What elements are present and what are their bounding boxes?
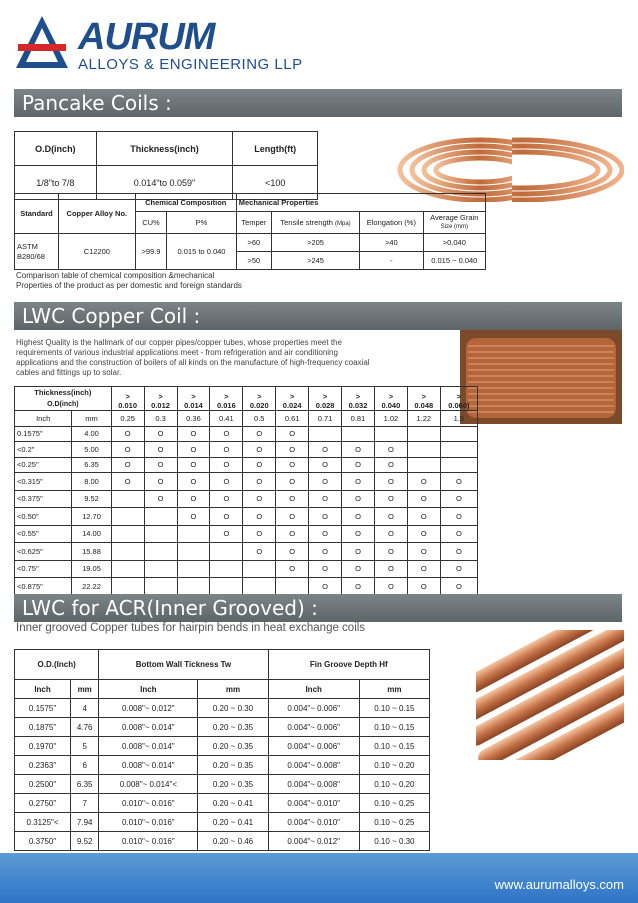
section-header-pancake: Pancake Coils : (14, 89, 622, 117)
table-cell: O (276, 457, 309, 473)
table-cell: O (309, 490, 342, 508)
th-t4: > 0.020 (243, 387, 276, 411)
acr-table: O.D.(Inch) Bottom Wall Tickness Tw Fin Groove Depth Hf Inch mm Inch mm Inch mm 0.1575" 4 0.008"~ 0.012" 0.20 ~ 0.30 0.004"~ 0.006" 0.10 ~ 0.15 0.1875" 4.76 0.008"~ 0.014" 0.20 ~ 0.35 0.004"~ 0.006" 0.10 ~ 0.15 0.1970" 5 0.008"~ 0.014" 0.20 ~ 0.35 0.004"~ 0.006" 0.10 ~ 0.15 0.2363" 6 0.008"~ 0.014" 0.20 ~ 0.35 0.004"~ 0.008" 0.10 ~ 0.20 0.2500" 6.35 0.008"~ 0.014"< 0.20 ~ 0.35 0.004"~ 0.008" 0.10 ~ 0.20 0.2750" 7 0.010"~ 0.016" 0.20 ~ 0.41 0.004"~ 0.010" 0.10 ~ 0.25 0.3125"< 7.94 0.010"~ 0.016" 0.20 ~ 0.41 0.004"~ 0.010" 0.10 ~ 0.25 0.3750" 9.52 0.010"~ 0.016" 0.20 ~ 0.46 0.004"~ 0.012" 0.10 ~ 0.30 (14, 649, 430, 851)
table-cell: O (210, 426, 243, 442)
cell-standard: ASTM B280/68 (15, 234, 59, 270)
table-cell: O (374, 508, 407, 526)
table-cell: O (276, 525, 309, 543)
table-cell: O (440, 525, 477, 543)
table-cell: 4 (71, 699, 99, 718)
table-cell: O (177, 473, 210, 491)
lwc-table (14, 386, 478, 596)
table-cell: <0.75" (15, 560, 72, 578)
th-fin-groove: Fin Groove Depth Hf (268, 650, 429, 680)
table-cell: O (276, 426, 309, 442)
section-header-acr: LWC for ACR(Inner Grooved) : (14, 594, 622, 622)
table-cell (374, 426, 407, 442)
brand-subtitle: ALLOYS & ENGINEERING LLP (78, 56, 303, 73)
table-cell: O (177, 457, 210, 473)
table-cell: 0.20 ~ 0.35 (198, 737, 268, 756)
table-cell (177, 578, 210, 596)
table-cell: 0.2363" (15, 756, 71, 775)
table-cell: O (210, 442, 243, 458)
table-cell: O (276, 490, 309, 508)
table-cell: O (342, 560, 375, 578)
table-cell (111, 508, 144, 526)
table-cell: O (210, 473, 243, 491)
table-cell: O (374, 490, 407, 508)
table-row (15, 490, 478, 508)
table-cell: O (374, 442, 407, 458)
table-cell (111, 560, 144, 578)
table-cell (440, 457, 477, 473)
th-t10: > 0.060) (440, 387, 477, 411)
table-cell: 19.05 (72, 560, 111, 578)
table-cell: 0.010"~ 0.016" (99, 813, 198, 832)
th-cu: CU% (135, 212, 166, 234)
table-cell: O (407, 543, 440, 561)
table-cell: 0.008"~ 0.014" (99, 718, 198, 737)
table-cell (144, 560, 177, 578)
table-cell: O (276, 560, 309, 578)
table-cell: O (407, 560, 440, 578)
table-row (15, 457, 478, 473)
table-cell: 0.10 ~ 0.20 (359, 756, 429, 775)
table-cell: 0.3 (144, 411, 177, 427)
th-mech: Mechanical Properties (236, 194, 485, 212)
table-cell: 1.02 (374, 411, 407, 427)
table-cell: O (407, 525, 440, 543)
table-cell: 0.36 (177, 411, 210, 427)
table-row (15, 718, 430, 737)
table-cell (177, 525, 210, 543)
table-cell: O (342, 578, 375, 596)
table-cell (210, 578, 243, 596)
table-cell (440, 442, 477, 458)
th-t8: > 0.040 (374, 387, 407, 411)
table-cell: O (309, 560, 342, 578)
table-cell: <0.315" (15, 473, 72, 491)
table-row (15, 543, 478, 561)
table-cell: 0.004"~ 0.010" (268, 794, 359, 813)
table-cell (440, 426, 477, 442)
table-cell: O (111, 426, 144, 442)
th-standard: Standard (15, 194, 59, 234)
th-alloy: Copper Alloy No. (58, 194, 135, 234)
table-cell: 7 (71, 794, 99, 813)
table-cell: 0.2500" (15, 775, 71, 794)
table-cell: O (276, 508, 309, 526)
grooved-tubes-image (476, 630, 624, 760)
table-cell: 6.35 (72, 457, 111, 473)
cell-cu: >99.9 (135, 234, 166, 270)
table-row (15, 832, 430, 851)
table-cell: O (243, 525, 276, 543)
table-cell: <0.2" (15, 442, 72, 458)
table-cell: O (342, 473, 375, 491)
cell-od: 1/8"to 7/8 (15, 166, 97, 200)
pancake-coil-image (390, 118, 512, 202)
table-cell (144, 508, 177, 526)
cell-length: <100 (233, 166, 318, 200)
table-cell: 0.004"~ 0.010" (268, 813, 359, 832)
table-cell: O (243, 543, 276, 561)
table-cell: 0.25 (111, 411, 144, 427)
table-cell: 0.10 ~ 0.25 (359, 813, 429, 832)
table-cell: O (111, 473, 144, 491)
th-p: P% (167, 212, 237, 234)
table-cell: 0.10 ~ 0.15 (359, 718, 429, 737)
table-cell: 4.76 (71, 718, 99, 737)
table-cell: O (342, 457, 375, 473)
table-cell (144, 578, 177, 596)
table-cell: O (309, 543, 342, 561)
th-temper: Temper (236, 212, 271, 234)
table-cell (309, 426, 342, 442)
table-cell (177, 543, 210, 561)
table-cell: 22.22 (72, 578, 111, 596)
table-cell: 0.41 (210, 411, 243, 427)
table-cell: O (309, 578, 342, 596)
table-cell: 0.20 ~ 0.30 (198, 699, 268, 718)
table-cell: O (342, 508, 375, 526)
cell-p: 0.015 to 0.040 (167, 234, 237, 270)
table-cell: O (407, 508, 440, 526)
table-cell: O (342, 442, 375, 458)
table-cell (111, 525, 144, 543)
table-cell: 0.004"~ 0.006" (268, 737, 359, 756)
table-cell: O (440, 473, 477, 491)
table-row (15, 560, 478, 578)
table-cell: 0.20 ~ 0.35 (198, 756, 268, 775)
table-cell: O (177, 442, 210, 458)
table-cell (210, 560, 243, 578)
table-cell: O (440, 508, 477, 526)
table-cell: 5 (71, 737, 99, 756)
table-cell: mm (72, 411, 111, 427)
table-row (15, 813, 430, 832)
table-cell: O (309, 442, 342, 458)
table-row (15, 756, 430, 775)
table-cell: 0.20 ~ 0.35 (198, 775, 268, 794)
table-cell: O (144, 426, 177, 442)
table-cell: O (144, 442, 177, 458)
table-row (15, 411, 478, 427)
acr-description: Inner grooved Copper tubes for hairpin bends in heat exchange coils (16, 622, 366, 634)
footer-bar (0, 853, 638, 903)
th-t9: > 0.048 (407, 387, 440, 411)
table-cell (243, 578, 276, 596)
table-cell: 1.22 (407, 411, 440, 427)
table-cell: O (210, 490, 243, 508)
brand-name: AURUM (78, 16, 215, 58)
th-thickness: Thickness(inch) (96, 132, 233, 166)
th-bottom-wall: Bottom Wall Tickness Tw (99, 650, 268, 680)
table-cell: O (177, 490, 210, 508)
table-cell: 0.10 ~ 0.15 (359, 737, 429, 756)
table-row (15, 426, 478, 442)
table-cell: 0.004"~ 0.008" (268, 756, 359, 775)
spec-table: Standard Copper Alloy No. Chemical Composition Mechanical Properties CU% P% Temper Tensile strength (Mpa) Elongation (%) Average Grain Size (mm) ASTM B280/68 C12200 >99.9 0.015 to 0.040 >60 >205 >40 >0.040 >50 >245 - 0.015 ~ 0.040 (14, 193, 486, 270)
th-thickness-od: Thickness(inch) O.D(inch) (15, 387, 112, 411)
table-cell: O (374, 473, 407, 491)
table-cell: O (243, 490, 276, 508)
table-cell: 0.2750" (15, 794, 71, 813)
table-cell (276, 578, 309, 596)
table-cell: 0.1575" (15, 699, 71, 718)
th-length: Length(ft) (233, 132, 318, 166)
table-cell: 9.52 (71, 832, 99, 851)
table-cell: O (374, 457, 407, 473)
table-cell: 6.35 (71, 775, 99, 794)
table-cell: <0.50" (15, 508, 72, 526)
table-cell: 0.10 ~ 0.25 (359, 794, 429, 813)
table-cell: O (374, 560, 407, 578)
table-cell: O (243, 426, 276, 442)
th-od: O.D(inch) (15, 132, 97, 166)
table-cell: 0.008"~ 0.012" (99, 699, 198, 718)
th-chem: Chemical Composition (135, 194, 236, 212)
table-cell: O (440, 543, 477, 561)
table-cell: O (276, 543, 309, 561)
table-cell: O (111, 442, 144, 458)
table-cell: 0.20 ~ 0.41 (198, 794, 268, 813)
table-cell: O (243, 442, 276, 458)
table-cell: Inch (15, 411, 72, 427)
table-cell: 0.004"~ 0.008" (268, 775, 359, 794)
table-row (15, 508, 478, 526)
table-cell (111, 490, 144, 508)
spec-note: Comparison table of chemical composition &mechanical Properties of the product as per domestic and foreign standards (16, 271, 242, 290)
th-od-inch: O.D.(Inch) (15, 650, 99, 680)
table-cell: O (374, 578, 407, 596)
table-cell: 15.88 (72, 543, 111, 561)
table-cell (177, 560, 210, 578)
table-cell: 7.94 (71, 813, 99, 832)
table-cell: 9.52 (72, 490, 111, 508)
table-cell: 0.20 ~ 0.46 (198, 832, 268, 851)
table-cell: O (342, 525, 375, 543)
table-row (15, 775, 430, 794)
table-cell: 0.10 ~ 0.30 (359, 832, 429, 851)
table-cell: O (276, 473, 309, 491)
table-cell (111, 578, 144, 596)
table-cell (407, 457, 440, 473)
table-cell: O (374, 525, 407, 543)
table-cell: <0.625" (15, 543, 72, 561)
table-cell: O (440, 560, 477, 578)
table-cell: 0.5 (243, 411, 276, 427)
th-tensile: Tensile strength (Mpa) (271, 212, 359, 234)
table-cell (243, 560, 276, 578)
table-cell: 0.61 (276, 411, 309, 427)
table-cell: O (276, 442, 309, 458)
table-cell: O (144, 457, 177, 473)
table-cell: O (243, 508, 276, 526)
table-row (15, 737, 430, 756)
table-cell: 14.00 (72, 525, 111, 543)
website-link[interactable]: www.aurumalloys.com (494, 877, 624, 892)
table-cell (342, 426, 375, 442)
th-t0: > 0.010 (111, 387, 144, 411)
table-cell (407, 442, 440, 458)
table-cell: 0.004"~ 0.006" (268, 718, 359, 737)
table-cell: 0.3750" (15, 832, 71, 851)
table-cell: O (210, 508, 243, 526)
table-cell: 0.10 ~ 0.15 (359, 699, 429, 718)
table-cell: 4.00 (72, 426, 111, 442)
table-cell: 0.004"~ 0.012" (268, 832, 359, 851)
table-cell: 0.1875" (15, 718, 71, 737)
th-t6: > 0.028 (309, 387, 342, 411)
table-cell (210, 543, 243, 561)
table-cell: 8.00 (72, 473, 111, 491)
table-cell: 0.008"~ 0.014" (99, 737, 198, 756)
table-cell: 0.81 (342, 411, 375, 427)
table-cell: 0.3125"< (15, 813, 71, 832)
table-cell: O (243, 457, 276, 473)
table-cell: O (342, 490, 375, 508)
table-cell: O (440, 490, 477, 508)
table-cell: O (309, 473, 342, 491)
table-cell: 6 (71, 756, 99, 775)
table-cell: O (177, 426, 210, 442)
table-row (15, 473, 478, 491)
table-cell: O (374, 543, 407, 561)
table-cell: O (210, 525, 243, 543)
table-cell: 0.010"~ 0.016" (99, 832, 198, 851)
table-cell: O (309, 525, 342, 543)
lwc-coil-image (460, 330, 622, 424)
table-cell: 0.008"~ 0.014" (99, 756, 198, 775)
table-cell: 0.010"~ 0.016" (99, 794, 198, 813)
table-cell: O (407, 473, 440, 491)
table-cell (407, 426, 440, 442)
table-cell: 12.70 (72, 508, 111, 526)
table-cell: 0.1575" (15, 426, 72, 442)
table-cell: O (440, 578, 477, 596)
section-header-lwc: LWC Copper Coil : (14, 302, 622, 330)
table-row (15, 525, 478, 543)
company-logo (14, 14, 334, 74)
th-elong: Elongation (%) (360, 212, 423, 234)
logo-mark-icon (14, 14, 70, 70)
table-row (15, 699, 430, 718)
table-cell: O (111, 457, 144, 473)
table-cell (111, 543, 144, 561)
table-cell: <0.375" (15, 490, 72, 508)
th-t1: > 0.012 (144, 387, 177, 411)
table-cell: O (309, 457, 342, 473)
table-row (15, 578, 478, 596)
cell-alloy: C12200 (58, 234, 135, 270)
table-cell: O (309, 508, 342, 526)
pancake-coil-image-2 (512, 118, 624, 202)
table-cell: 5.00 (72, 442, 111, 458)
pancake-table (14, 131, 318, 200)
table-cell: 0.1970" (15, 737, 71, 756)
th-t2: > 0.014 (177, 387, 210, 411)
table-cell: <0.55" (15, 525, 72, 543)
table-cell: 0.008"~ 0.014"< (99, 775, 198, 794)
table-cell: O (144, 490, 177, 508)
table-cell: <0.875" (15, 578, 72, 596)
th-grain: Average Grain Size (mm) (423, 212, 485, 234)
table-cell: 0.20 ~ 0.35 (198, 718, 268, 737)
table-cell: O (210, 457, 243, 473)
lwc-description: Highest Quality is the hallmark of our copper pipes/copper tubes, whose properties meet the requirements of various industrial applications meet - from refrigeration and air conditioning applications and the construction of boilers of all kinds on the manufacture of high-frequency coaxial cables and fittings up to solar. (16, 338, 370, 377)
table-cell: <0.25" (15, 457, 72, 473)
table-cell: O (407, 490, 440, 508)
table-cell: O (342, 543, 375, 561)
table-cell: O (177, 508, 210, 526)
table-row (15, 794, 430, 813)
table-cell: O (144, 473, 177, 491)
th-t3: > 0.016 (210, 387, 243, 411)
table-cell (144, 525, 177, 543)
table-cell: 0.004"~ 0.006" (268, 699, 359, 718)
table-cell (144, 543, 177, 561)
table-cell: 1.5 (440, 411, 477, 427)
th-t7: > 0.032 (342, 387, 375, 411)
table-cell: O (407, 578, 440, 596)
cell-thickness: 0.014"to 0.059" (96, 166, 233, 200)
table-cell: 0.10 ~ 0.20 (359, 775, 429, 794)
table-row (15, 442, 478, 458)
th-t5: > 0.024 (276, 387, 309, 411)
table-cell: 0.20 ~ 0.41 (198, 813, 268, 832)
table-cell: 0.71 (309, 411, 342, 427)
table-cell: O (243, 473, 276, 491)
